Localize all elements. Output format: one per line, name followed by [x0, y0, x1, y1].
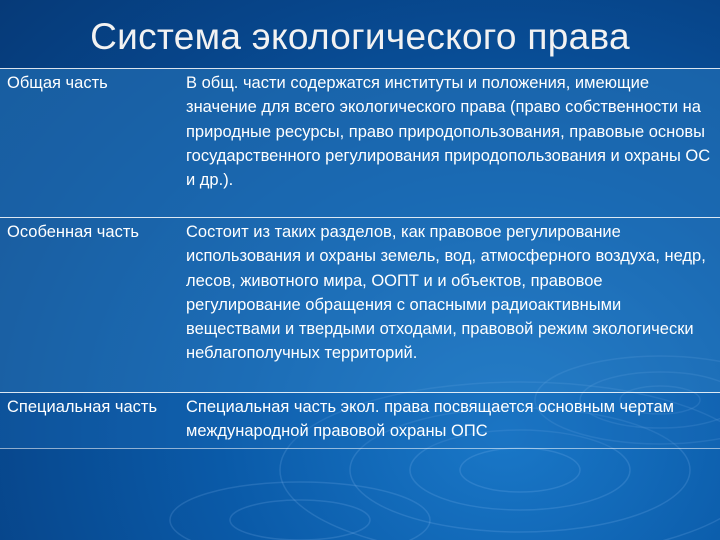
row-label-general: Общая часть — [0, 69, 175, 218]
row-label-special: Особенная часть — [0, 218, 175, 393]
table-row-special — [0, 218, 720, 393]
table-row-general — [0, 69, 720, 218]
row-text-general: В общ. части содержатся институты и положения, имеющие значение для всего экологического права (право собственности на природные ресурсы, право природопользования, правовые основы государственного регулирования природопользования и охраны ОС и др.). — [175, 69, 720, 218]
row-label-specialized: Специальная часть — [0, 393, 175, 449]
table-row-specialized — [0, 393, 720, 449]
content-table — [0, 68, 720, 449]
slide-title: Система экологического права — [90, 16, 630, 57]
row-text-specialized: Специальная часть экол. права посвящается основным чертам международной правовой охраны ОПС — [175, 393, 720, 449]
row-text-special: Состоит из таких разделов, как правовое регулирование использования и охраны земель, вод, атмосферного воздуха, недр, лесов, животного мира, ООПТ и и объектов, правовое регулирование обращения с опасными радиоактивными веществами и твердыми отходами, правовой режим экологически неблагополучных территорий. — [175, 218, 720, 393]
